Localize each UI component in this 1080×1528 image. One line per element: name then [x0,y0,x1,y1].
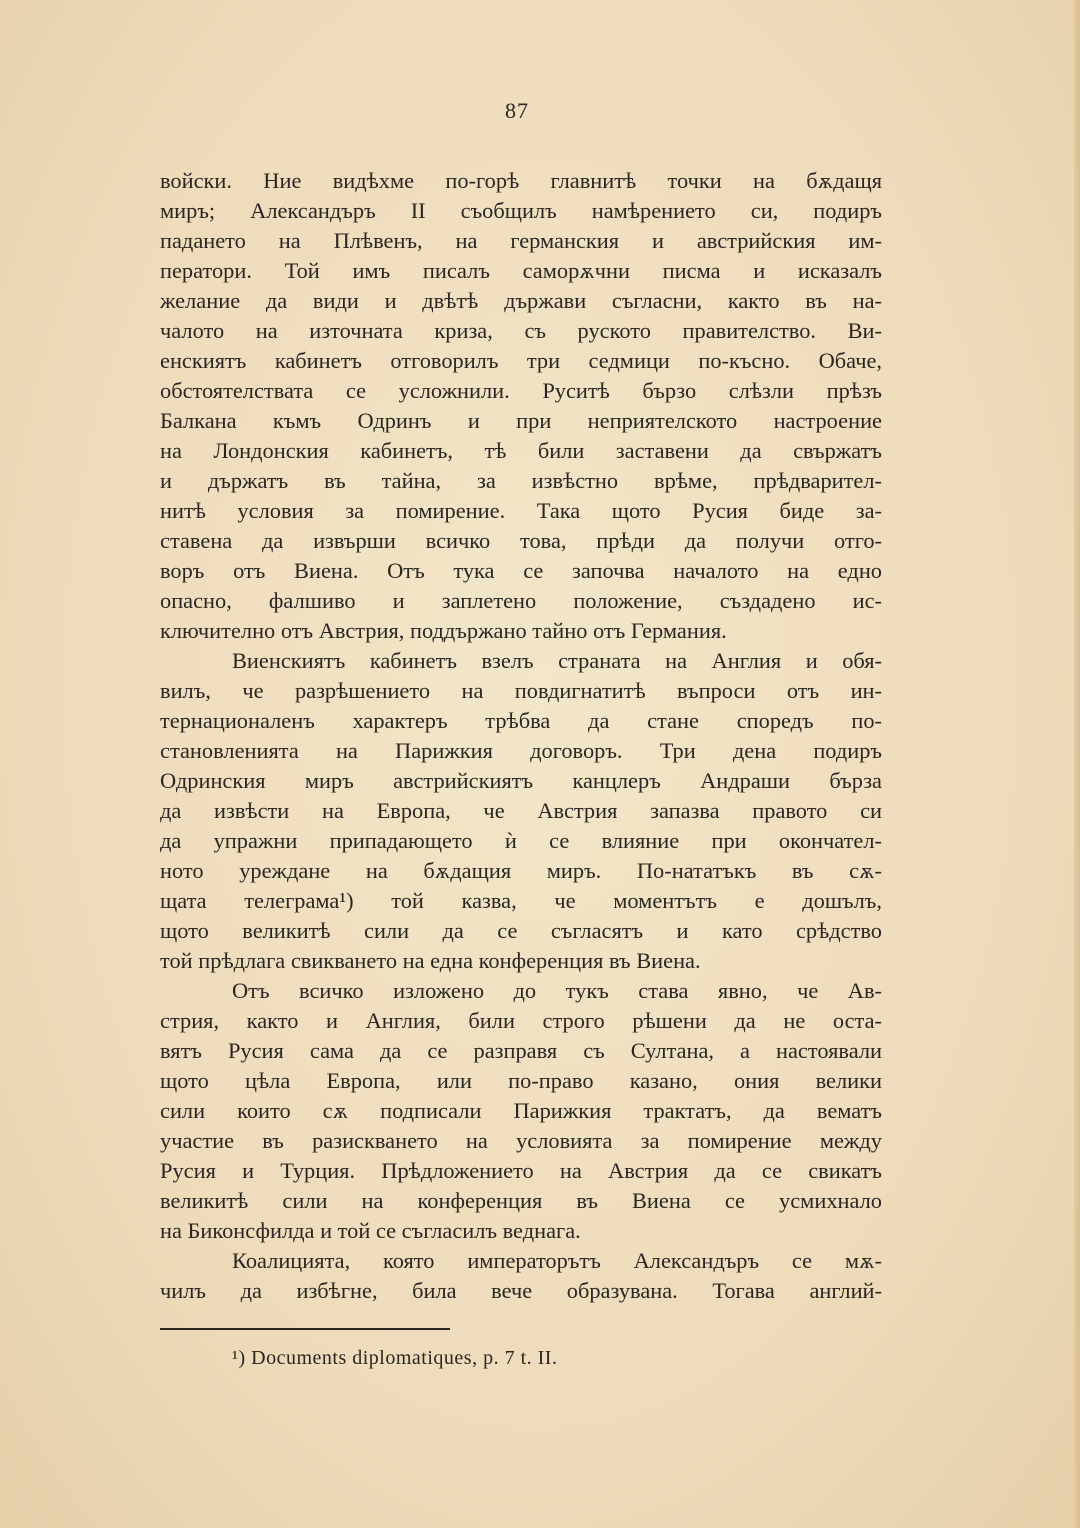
text-line: и държатъ въ тайна, за извѣстно врѣме, прѣдварител- [160,468,882,493]
text-line: сили които сѫ подписали Парижкия трактатъ, да вематъ [160,1098,882,1123]
text-line: желание да види и двѣтѣ държави съгласни, както въ на- [160,288,882,313]
text-line: да извѣсти на Европа, че Австрия запазва правото си [160,798,882,823]
text-line: енскиятъ кабинетъ отговорилъ три седмици по-късно. Обаче, [160,348,882,373]
text-line: войски. Ние видѣхме по-горѣ главнитѣ точки на бѫдащя [160,168,882,193]
text-line: чилъ да избѣгне, била вече образувана. Тогава англий- [160,1278,882,1303]
paragraph-start: Виенскиятъ кабинетъ взелъ страната на Англия и обя- [232,648,882,673]
footnote-divider [160,1328,450,1330]
text-line: да упражни припадающето ѝ се влияние при окончател- [160,828,882,853]
text-line: ното уреждане на бѫдащия миръ. По-нататъкъ въ сѫ- [160,858,882,883]
text-line: щото цѣла Европа, или по-право казано, ония велики [160,1068,882,1093]
text-line: той прѣдлага свикването на една конференция въ Виена. [160,948,701,973]
text-line: ператори. Той имъ писалъ саморѫчни писма и исказалъ [160,258,882,283]
text-line: на Лондонския кабинетъ, тѣ били заставени да свържатъ [160,438,882,463]
text-line: стрия, както и Англия, били строго рѣшени да не оста- [160,1008,882,1033]
page-number: 87 [505,98,529,123]
text-line: вилъ, че разрѣшението на повдигнатитѣ въпроси отъ ин- [160,678,882,703]
paragraph-start: Отъ всичко изложено до тукъ става явно, че Ав- [232,978,882,1003]
text-line: обстоятелствата се усложнили. Руситѣ бързо слѣзли прѣзъ [160,378,882,403]
text-line: падането на Плѣвенъ, на германския и австрийския им- [160,228,882,253]
text-line: ключително отъ Австрия, поддържано тайно отъ Германия. [160,618,727,643]
text-line: воръ отъ Виена. Отъ тука се започва началото на едно [160,558,882,583]
text-line: становленията на Парижкия договоръ. Три дена подиръ [160,738,882,763]
text-line: Балкана къмъ Одринъ и при неприятелското настроение [160,408,882,433]
text-line: нитѣ условия за помирение. Така щото Русия биде за- [160,498,882,523]
text-line: великитѣ сили на конференция въ Виена се усмихнало [160,1188,882,1213]
text-line: тернационаленъ характеръ трѣбва да стане споредъ по- [160,708,882,733]
text-line: ставена да извърши всичко това, прѣди да получи отго- [160,528,882,553]
text-line: участие въ разискването на условията за помирение между [160,1128,882,1153]
paragraph-start: Коалицията, която императорътъ Александъръ се мѫ- [232,1248,882,1273]
text-line: щата телеграма¹) той казва, че моментътъ е дошълъ, [160,888,882,913]
text-line: щото великитѣ сили да се съгласятъ и като срѣдство [160,918,882,943]
text-line: опасно, фалшиво и заплетено положение, създадено ис- [160,588,882,613]
text-line: миръ; Александъръ II съобщилъ намѣрението си, подиръ [160,198,882,223]
text-line: Одринския миръ австрийскиятъ канцлеръ Андраши бърза [160,768,882,793]
footnote: ¹) Documents diplomatiques, p. 7 t. II. [232,1347,558,1369]
text-line: Русия и Турция. Прѣдложението на Австрия да се свикатъ [160,1158,882,1183]
text-line: чалото на източната криза, съ руското правителство. Ви- [160,318,882,343]
text-line: на Биконсфилда и той се съгласилъ веднага. [160,1218,581,1243]
page-edge [1074,0,1080,1528]
text-line: вятъ Русия сама да се разправя съ Султана, а настоявали [160,1038,882,1063]
